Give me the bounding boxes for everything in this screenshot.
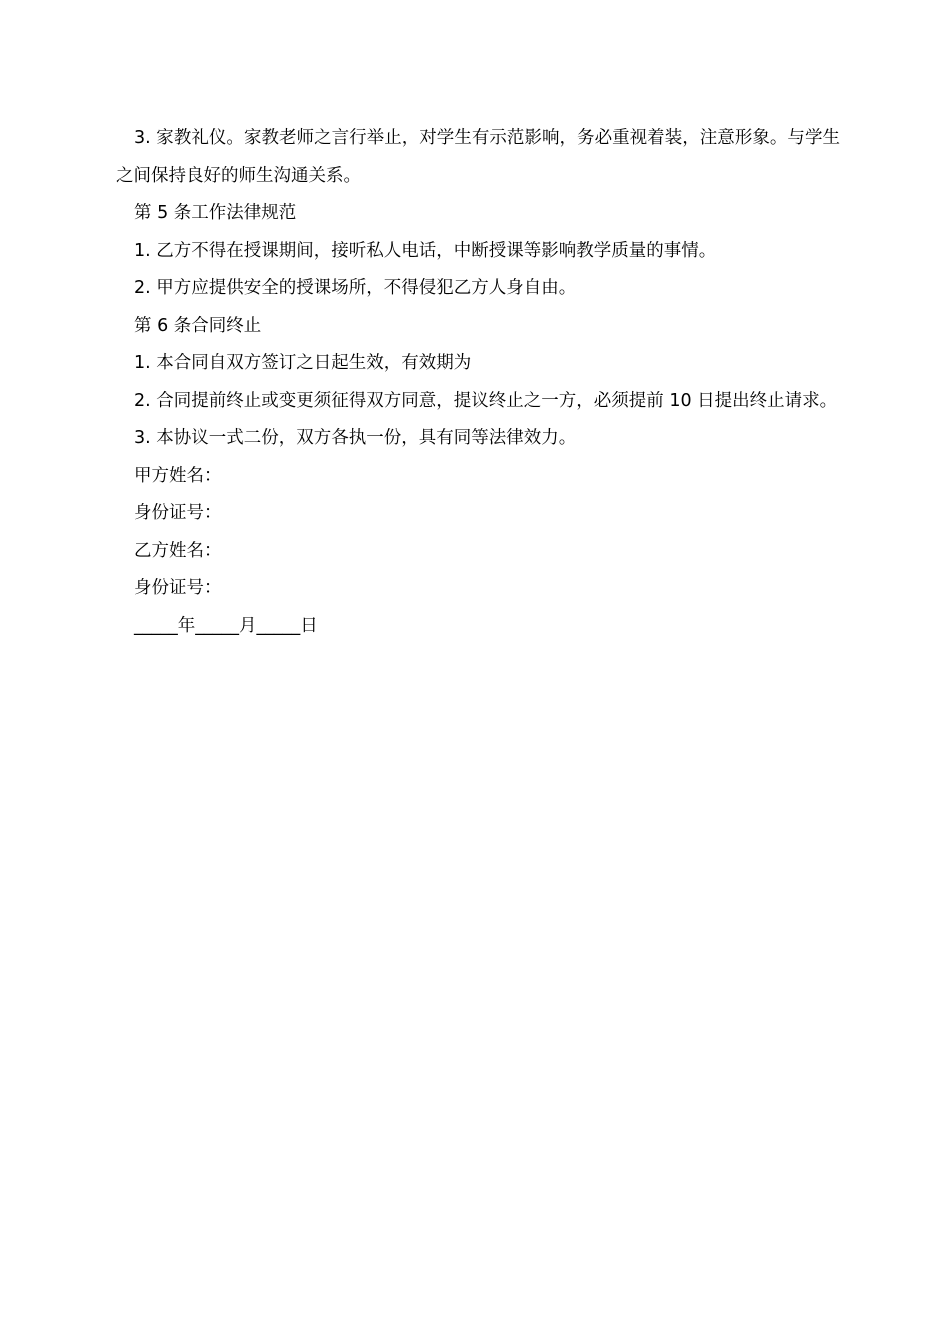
article-5-item-2: 2. 甲方应提供安全的授课场所，不得侵犯乙方人身自由。 [134,278,577,298]
article-5-item-1: 1. 乙方不得在授课期间，接听私人电话，中断授课等影响教学质量的事情。 [134,240,717,261]
party-b-name-field: 乙方姓名： [134,540,222,561]
party-a-name-field: 甲方姓名： [134,465,222,486]
article-6-heading: 第 6 条合同终止 [134,315,262,336]
date-line: _____年_____月_____日 [134,615,318,636]
article-5-heading: 第 5 条工作法律规范 [134,203,297,223]
article-6-item-2: 2. 合同提前终止或变更须征得双方同意，提议终止之一方，必须提前 10 日提出终止请求。 [134,390,838,411]
article-6-item-3: 3. 本协议一式二份，双方各执一份，具有同等法律效力。 [134,428,577,448]
document-body [116,120,840,645]
party-a-id-field: 身份证号： [134,503,222,523]
party-b-id-field: 身份证号： [134,578,222,598]
article-6-item-1: 1. 本合同自双方签订之日起生效，有效期为 [134,353,472,373]
etiquette-clause: 3. 家教礼仪。家教老师之言行举止，对学生有示范影响，务必重视着装，注意形象。与学生之间保持良好的师生沟通关系。 [116,128,840,186]
